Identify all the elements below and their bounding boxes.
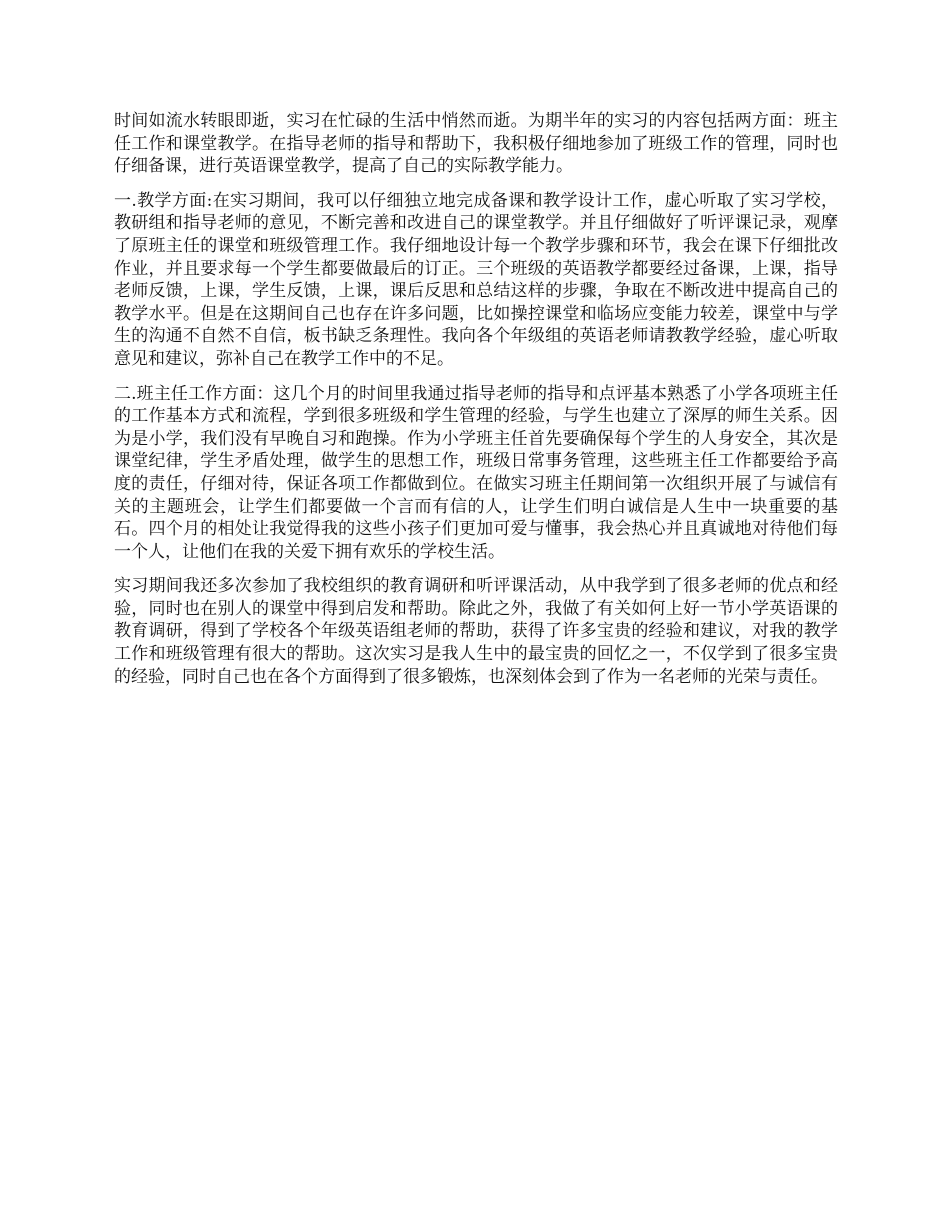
document-body	[114, 110, 838, 700]
paragraph-teaching: 一.教学方面:在实习期间，我可以仔细独立地完成备课和教学设计工作，虚心听取了实习学校，教研组和指导老师的意见，不断完善和改进自己的课堂教学。并且仔细做好了听评课记录，观摩了原班主任的课堂和班级管理工作。我仔细地设计每一个教学步骤和环节，我会在课下仔细批改作业，并且要求每一个学生都要做最后的订正。三个班级的英语教学都要经过备课，上课，指导老师反馈，上课，学生反馈，上课，课后反思和总结这样的步骤，争取在不断改进中提高自己的教学水平。但是在这期间自己也存在许多问题，比如操控课堂和临场应变能力较差，课堂中与学生的沟通不自然不自信，板书缺乏条理性。我向各个年级组的英语老师请教教学经验，虚心听取意见和建议，弥补自己在教学工作中的不足。	[114, 190, 838, 369]
paragraph-summary: 实习期间我还多次参加了我校组织的教育调研和听评课活动，从中我学到了很多老师的优点和经验，同时也在别人的课堂中得到启发和帮助。除此之外，我做了有关如何上好一节小学英语课的教育调研，得到了学校各个年级英语组老师的帮助，获得了许多宝贵的经验和建议，对我的教学工作和班级管理有很大的帮助。这次实习是我人生中的最宝贵的回忆之一，不仅学到了很多宝贵的经验，同时自己也在各个方面得到了很多锻炼，也深刻体会到了作为一名老师的光荣与责任。	[114, 576, 838, 687]
paragraph-intro: 时间如流水转眼即逝，实习在忙碌的生活中悄然而逝。为期半年的实习的内容包括两方面：班主任工作和课堂教学。在指导老师的指导和帮助下，我积极仔细地参加了班级工作的管理，同时也仔细备课，进行英语课堂教学，提高了自己的实际教学能力。	[114, 111, 838, 177]
paragraph-head-teacher: 二.班主任工作方面：这几个月的时间里我通过指导老师的指导和点评基本熟悉了小学各项班主任的工作基本方式和流程，学到很多班级和学生管理的经验，与学生也建立了深厚的师生关系。因为是小学，我们没有早晚自习和跑操。作为小学班主任首先要确保每个学生的人身安全，其次是课堂纪律，学生矛盾处理，做学生的思想工作，班级日常事务管理，这些班主任工作都要给予高度的责任，仔细对待，保证各项工作都做到位。在做实习班主任期间第一次组织开展了与诚信有关的主题班会，让学生们都要做一个言而有信的人，让学生们明白诚信是人生中一块重要的基石。四个月的相处让我觉得我的这些小孩子们更加可爱与懂事，我会热心并且真诚地对待他们每一个人，让他们在我的关爱下拥有欢乐的学校生活。	[114, 383, 838, 562]
